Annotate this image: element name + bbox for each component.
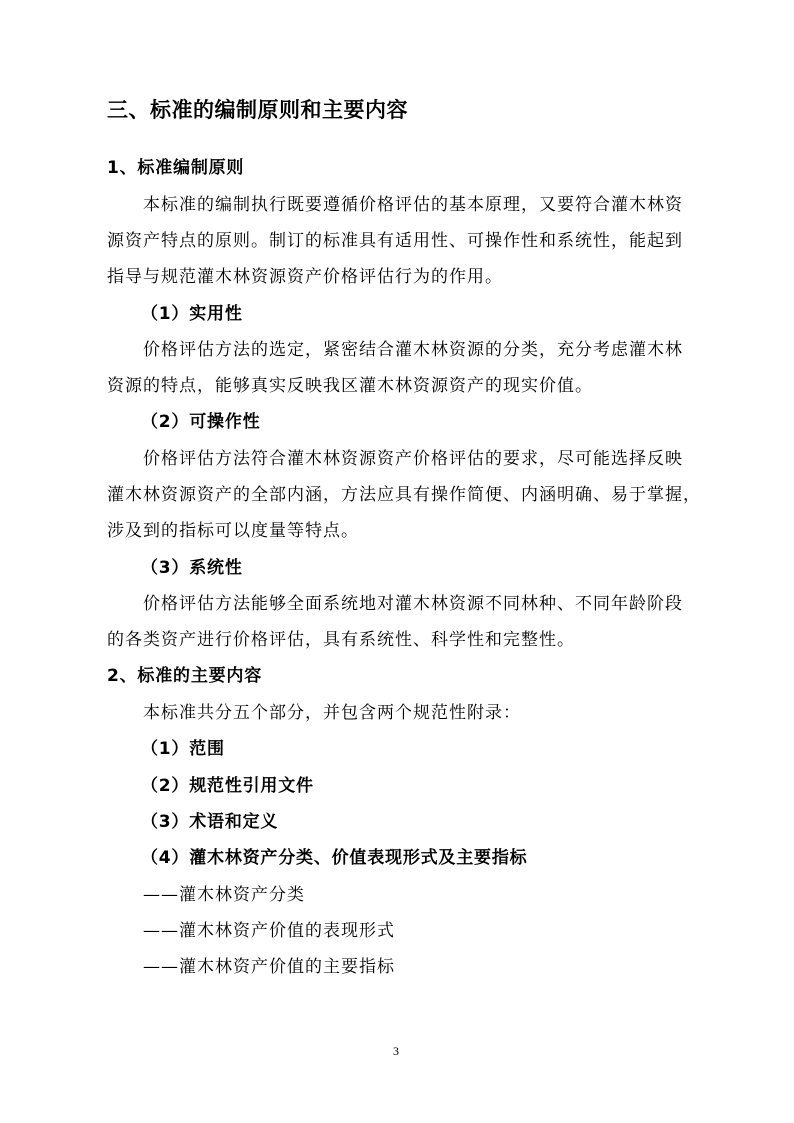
- dash-list-item: ——灌木林资产价值的表现形式: [143, 921, 395, 941]
- paragraph-line: 本标准共分五个部分，并包含两个规范性附录：: [143, 703, 521, 723]
- paragraph-line: 资源的特点，能够真实反映我区灌木林资源资产的现实价值。: [107, 376, 593, 396]
- main-heading: 三、标准的编制原则和主要内容: [107, 98, 408, 122]
- page-number: 3: [393, 1044, 399, 1058]
- subsection-title-practicality: （1）实用性: [141, 304, 243, 324]
- paragraph-line: 价格评估方法的选定，紧密结合灌木林资源的分类，充分考虑灌木林: [143, 340, 683, 360]
- list-item: （4）灌木林资产分类、价值表现形式及主要指标: [141, 848, 528, 868]
- section2-title: 2、标准的主要内容: [107, 666, 263, 686]
- list-item: （2）规范性引用文件: [141, 776, 314, 796]
- paragraph-line: 本标准的编制执行既要遵循价格评估的基本原理，又要符合灌木林资: [143, 195, 683, 215]
- subsection-title-operability: （2）可操作性: [141, 412, 261, 432]
- paragraph-line: 指导与规范灌木林资源资产价格评估行为的作用。: [107, 267, 503, 287]
- list-item: （1）范围: [141, 739, 225, 759]
- paragraph-line: 的各类资产进行价格评估，具有系统性、科学性和完整性。: [107, 630, 575, 650]
- paragraph-line: 灌木林资源资产的全部内涵，方法应具有操作简便、内涵明确、易于掌握，: [107, 485, 701, 505]
- paragraph-line: 价格评估方法符合灌木林资源资产价格评估的要求，尽可能选择反映: [143, 449, 683, 469]
- subsection-title-systematic: （3）系统性: [141, 558, 243, 578]
- dash-list-item: ——灌木林资产价值的主要指标: [143, 957, 395, 977]
- list-item: （3）术语和定义: [141, 812, 279, 832]
- dash-list-item: ——灌木林资产分类: [143, 885, 305, 905]
- paragraph-line: 涉及到的指标可以度量等特点。: [107, 521, 359, 541]
- paragraph-line: 源资产特点的原则。制订的标准具有适用性、可操作性和系统性，能起到: [107, 231, 683, 251]
- paragraph-line: 价格评估方法能够全面系统地对灌木林资源不同林种、不同年龄阶段: [143, 594, 683, 614]
- section1-title: 1、标准编制原则: [107, 158, 245, 178]
